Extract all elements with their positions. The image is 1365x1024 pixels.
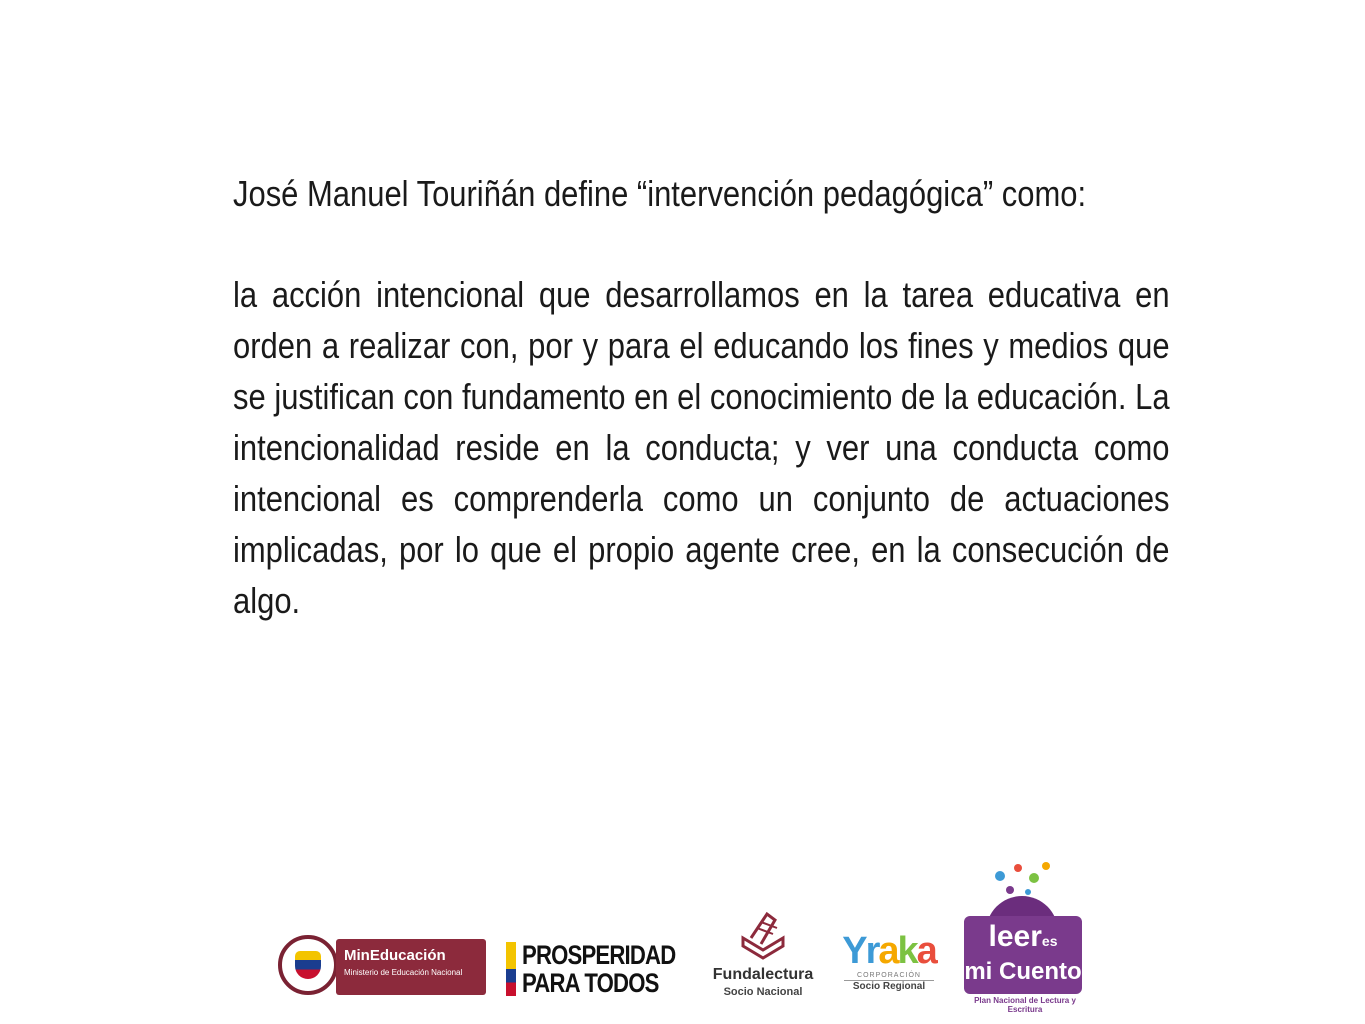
prosperidad-line-2: PARA TODOS	[522, 968, 659, 998]
definition-paragraph: la acción intencional que desarrollamos en la tarea educativa en orden a realizar con, por y para el educando los fines y medios que se justifican con fundamento en el conocimiento de la educación. La intencionalidad reside en la conducta; y ver una conducta como intencional es comprenderla como un conjunto de actuaciones implicadas, por lo que el propio agente cree, en la consecución de algo.	[233, 274, 1170, 621]
yraka-role: Socio Regional	[844, 980, 934, 992]
leer-es-mi-cuento-logo	[960, 856, 1088, 1016]
leer-line-2: mi Cuento	[964, 958, 1082, 985]
leer-tagline: Plan Nacional de Lectura y Escritura	[974, 996, 1076, 1014]
yraka-logo	[836, 930, 942, 1000]
text-block	[233, 168, 1170, 626]
mineducacion-subtitle: Ministerio de Educación Nacional	[344, 968, 463, 977]
mineducacion-band	[336, 939, 486, 995]
intro-paragraph: José Manuel Touriñán define “intervención pedagógica” como:	[233, 173, 1087, 214]
leer-line-1-small: es	[1041, 933, 1058, 949]
prosperidad-logo	[506, 940, 686, 998]
prosperidad-line-1: PROSPERIDAD	[522, 940, 676, 970]
fundalectura-name: Fundalectura	[712, 966, 814, 983]
fundalectura-role: Socio Nacional	[723, 986, 803, 998]
flag-stripe-icon	[506, 942, 516, 996]
book-icon	[733, 908, 793, 964]
mineducacion-name: MinEducación	[344, 947, 446, 964]
leer-line-1: leer	[988, 920, 1042, 953]
yraka-kind: CORPORACIÓN	[857, 972, 921, 979]
fundalectura-logo	[700, 908, 826, 1004]
yraka-wordmark: Yraka	[842, 930, 936, 972]
confetti-icon	[960, 856, 1088, 900]
mineducacion-logo	[278, 935, 488, 997]
leer-badge	[964, 916, 1082, 994]
coat-of-arms-icon	[278, 935, 338, 995]
